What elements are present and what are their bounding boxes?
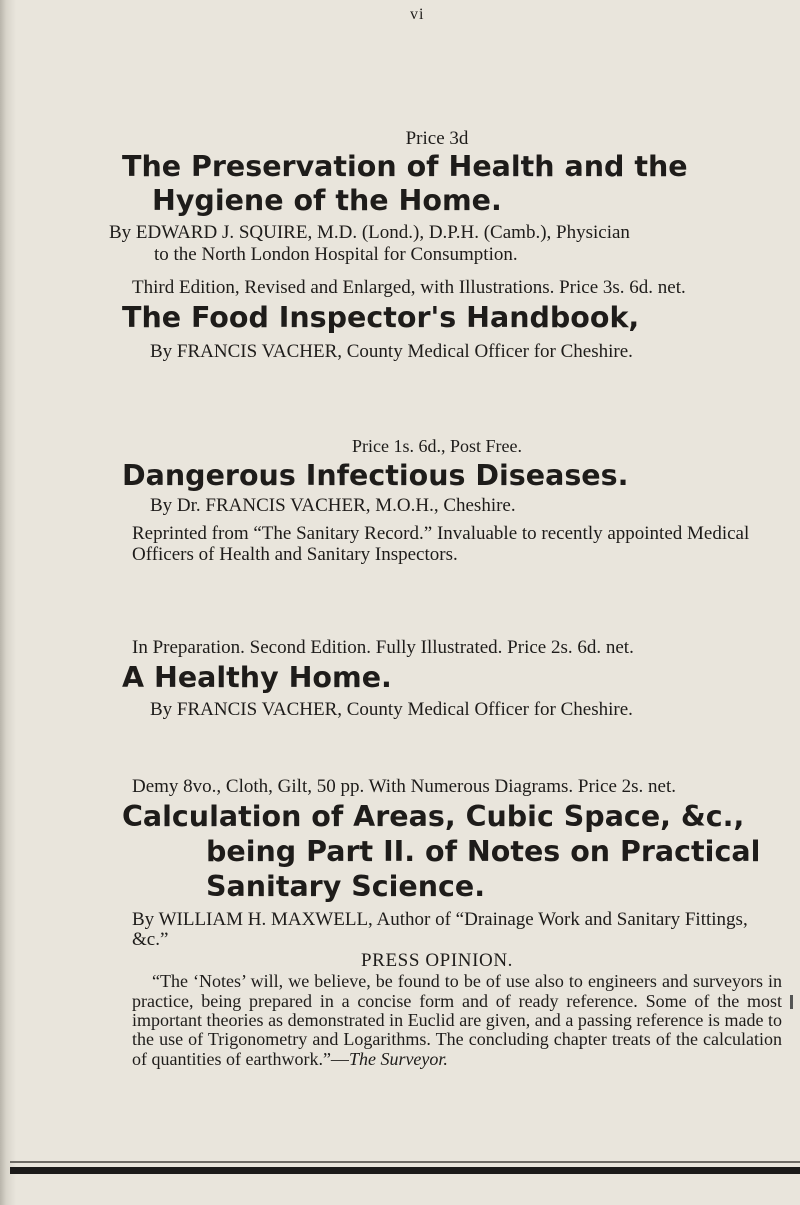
title-line: The Preservation of Health and the	[122, 150, 688, 183]
listing-food-inspectors-handbook	[92, 277, 782, 362]
bottom-edge-shadow	[10, 1161, 800, 1163]
title-line: being Part II. of Notes on Practical	[206, 834, 761, 868]
listing-author: By FRANCIS VACHER, County Medical Officer for Cheshire.	[150, 341, 633, 363]
listing-title	[122, 800, 782, 904]
listing-author: By Dr. FRANCIS VACHER, M.O.H., Cheshire.	[150, 495, 516, 517]
page-number: vi	[410, 6, 425, 23]
title-line: Sanitary Science.	[206, 869, 486, 903]
listing-edition: Demy 8vo., Cloth, Gilt, 50 pp. With Numerous Diagrams. Price 2s. net.	[132, 776, 677, 797]
listing-edition: In Preparation. Second Edition. Fully Illustrated. Price 2s. 6d. net.	[132, 637, 634, 658]
title-line: Calculation of Areas, Cubic Space, &c.,	[122, 800, 745, 833]
page-edge-mark	[790, 995, 793, 1009]
byline-line: By EDWARD J. SQUIRE, M.D. (Lond.), D.P.H. (Camb.), Physician	[109, 222, 630, 244]
listing-author: By WILLIAM H. MAXWELL, Author of “Drainage Work and Sanitary Fittings, &c.”	[132, 909, 748, 951]
review-source: The Surveyor.	[348, 1048, 448, 1069]
listing-title	[122, 150, 782, 218]
listing-title: The Food Inspector's Handbook,	[122, 301, 640, 334]
listing-title: A Healthy Home.	[122, 661, 392, 694]
byline-line: to the North London Hospital for Consumption.	[154, 243, 518, 265]
listing-a-healthy-home	[92, 637, 782, 720]
listing-price: Price 1s. 6d., Post Free.	[352, 436, 522, 456]
listing-note: Reprinted from “The Sanitary Record.” Invaluable to recently appointed Medical Officers of Health and Sanitary Inspectors.	[132, 523, 750, 566]
bottom-edge-rule	[10, 1167, 800, 1174]
book-page	[92, 0, 782, 1205]
listing-edition: Third Edition, Revised and Enlarged, with Illustrations. Price 3s. 6d. net.	[132, 277, 686, 298]
press-opinion-heading: PRESS OPINION.	[361, 950, 513, 972]
press-review-text	[132, 972, 782, 1069]
listing-title: Dangerous Infectious Diseases.	[122, 459, 629, 492]
listing-price: Price 3d	[405, 128, 469, 149]
listing-preservation-of-health	[92, 128, 782, 265]
review-body: “The ‘Notes’ will, we believe, be found to be of use also to engineers and surveyors in practice, being prepared in a concise form and of ready reference. Some of the most important theories as demonstrated in Euclid are given, and a passing reference is made to the use of Trigonometry and Logarithms. The concluding chapter treats of the calculation of quantities of earthwork.”—	[132, 971, 782, 1069]
listing-author	[109, 222, 782, 265]
listing-dangerous-infectious-diseases	[92, 436, 782, 566]
listing-author: By FRANCIS VACHER, County Medical Officer for Cheshire.	[150, 699, 633, 721]
title-line: Hygiene of the Home.	[152, 184, 502, 218]
listing-calculation-of-areas	[92, 776, 782, 1069]
page-gutter-shadow	[0, 0, 16, 1205]
